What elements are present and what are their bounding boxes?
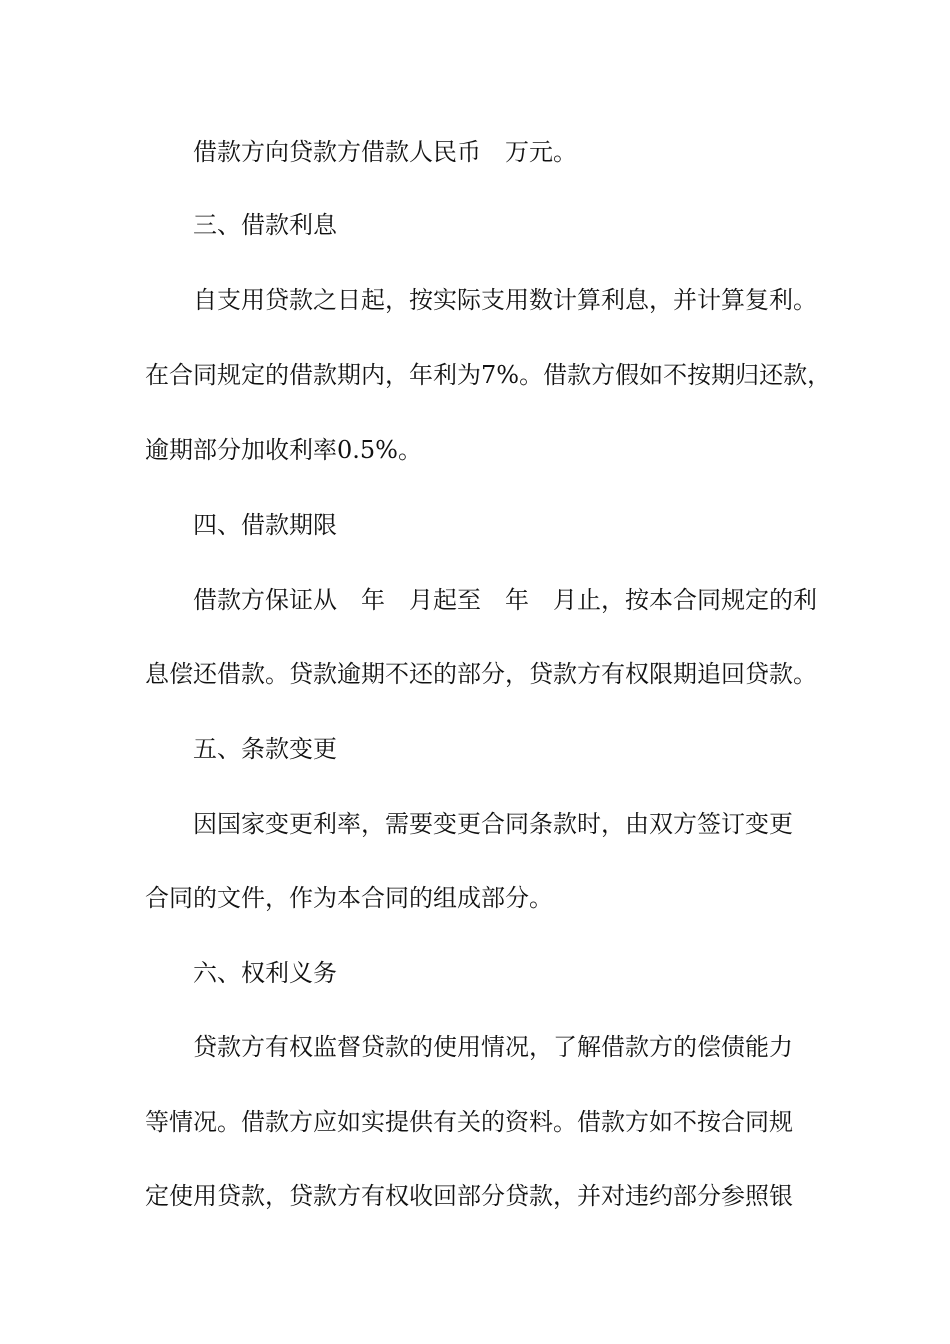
paragraph-term-line-1: 借款方保证从 年 月起至 年 月止，按本合同规定的利 <box>193 586 817 614</box>
paragraph-interest-line-3: 逾期部分加收利率0.5%。 <box>145 436 422 464</box>
section-heading-term: 四、借款期限 <box>193 511 337 539</box>
section-heading-interest: 三、借款利息 <box>193 211 337 239</box>
paragraph-loan-amount: 借款方向贷款方借款人民币 万元。 <box>193 138 577 166</box>
paragraph-rights-line-3: 定使用贷款，贷款方有权收回部分贷款，并对违约部分参照银 <box>145 1182 793 1210</box>
section-heading-changes: 五、条款变更 <box>193 735 337 763</box>
paragraph-interest-line-2: 在合同规定的借款期内，年利为7%。借款方假如不按期归还款， <box>145 361 832 389</box>
section-heading-rights: 六、权利义务 <box>193 959 337 987</box>
paragraph-changes-line-2: 合同的文件，作为本合同的组成部分。 <box>145 884 553 912</box>
paragraph-rights-line-1: 贷款方有权监督贷款的使用情况，了解借款方的偿债能力 <box>193 1033 793 1061</box>
paragraph-rights-line-2: 等情况。借款方应如实提供有关的资料。借款方如不按合同规 <box>145 1108 793 1136</box>
paragraph-changes-line-1: 因国家变更利率，需要变更合同条款时，由双方签订变更 <box>193 810 793 838</box>
paragraph-term-line-2: 息偿还借款。贷款逾期不还的部分，贷款方有权限期追回贷款。 <box>145 660 817 688</box>
paragraph-interest-line-1: 自支用贷款之日起，按实际支用数计算利息，并计算复利。 <box>193 286 817 314</box>
